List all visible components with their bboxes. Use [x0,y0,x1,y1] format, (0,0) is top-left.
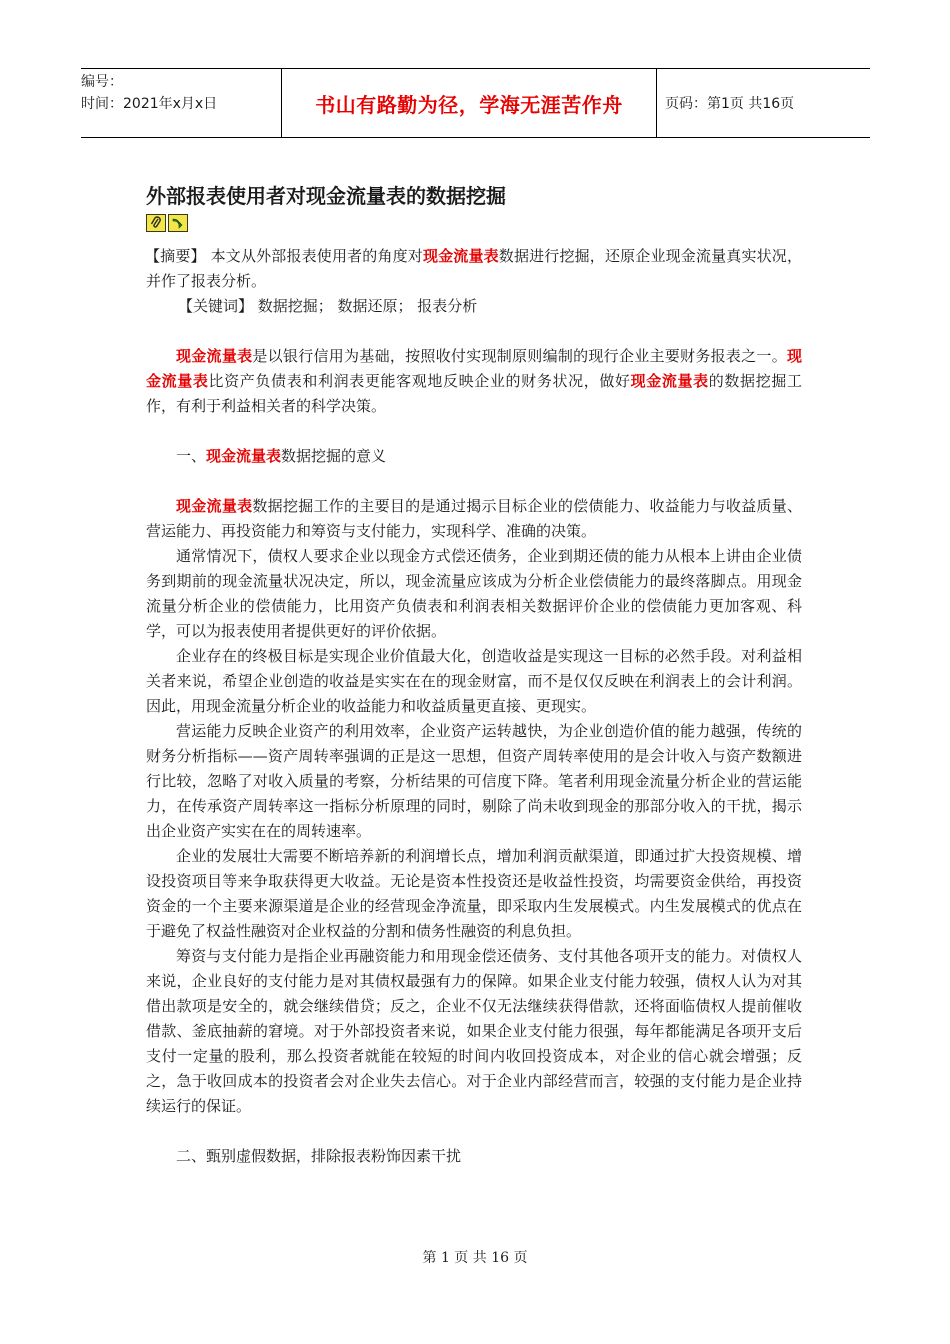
abstract-text-pre: 本文从外部报表使用者的角度对 [205,247,423,265]
intro-text-1: 是以银行信用为基础，按照收付实现制原则编制的现行企业主要财务报表之一。 [252,347,787,365]
paperclip-icon[interactable] [146,214,166,232]
time-label: 时间：2021年x月x日 [81,96,218,112]
spacer [146,1119,802,1144]
article-body [146,244,802,1169]
spacer [146,469,802,494]
arrow-icon[interactable] [168,214,188,232]
page-header [81,68,870,138]
document-title: 外部报表使用者对现金流量表的数据挖掘 [146,184,506,208]
purpose-text: 数据挖掘工作的主要目的是通过揭示目标企业的偿债能力、收益能力与收益质量、营运能力、再投资能力和筹资与支付能力，实现科学、准确的决策。 [146,497,802,540]
abstract-text-post: 数据进行挖掘，还原企业现金流量真实状况，并作了报表分析。 [146,247,802,290]
icon-bar [146,214,188,232]
section-heading-1 [146,444,802,469]
paragraph-solvency: 通常情况下，债权人要求企业以现金方式偿还债务，企业到期还债的能力从根本上讲由企业债务到期前的现金流量状况决定，所以，现金流量应该成为分析企业偿债能力的最终落脚点。用现金流量分析企业的偿债能力，比用资产负债表和利润表相关数据评价企业的偿债能力更加客观、科学，可以为报表使用者提供更好的评价依据。 [146,547,802,640]
intro-text-2: 比资产负债表和利润表更能客观地反映企业的财务状况，做好 [208,372,631,390]
paragraph-operations: 营运能力反映企业资产的利用效率，企业资产运转越快，为企业创造价值的能力越强，传统的财务分析指标——资产周转率强调的正是这一思想，但资产周转率使用的是会计收入与资产数额进行比较，忽略了对收入质量的考察，分析结果的可信度下降。笔者利用现金流量分析企业的营运能力，在传承资产周转率这一指标分析原理的同时，剔除了尚未收到现金的那部分收入的干扰，揭示出企业资产实实在在的周转速率。 [146,722,802,840]
purpose-paragraph [146,494,802,544]
header-motto: 书山有路勤为径，学海无涯苦作舟 [281,69,657,137]
paragraph-financing: 筹资与支付能力是指企业再融资能力和用现金偿还债务、支付其他各项开支的能力。对债权人来说，企业良好的支付能力是对其债权最强有力的保障。如果企业支付能力较强，债权人认为对其借出款项是安全的，就会继续借贷；反之，企业不仅无法继续获得借款，还将面临债权人提前催收借款、釜底抽薪的窘境。对于外部投资者来说，如果企业支付能力很强，每年都能满足各项开支后支付一定量的股利，那么投资者就能在较短的时间内收回投资成本，对企业的信心就会增强；反之，急于收回成本的投资者会对企业失去信心。对于企业内部经营而言，较强的支付能力是企业持续运行的保证。 [146,947,802,1115]
abstract-label: 【摘要】 [145,247,206,265]
number-label: 编号： [81,74,123,90]
term-3: 现金流量表 [630,372,709,390]
page-footer: 第 1 页 共 16 页 [422,1250,528,1266]
keywords: 【关键词】 数据挖掘； 数据还原； 报表分析 [178,297,478,315]
section1-prefix: 一、 [176,447,207,465]
section1-term: 现金流量表 [206,447,282,465]
section-heading-2: 二、甄别虚假数据，排除报表粉饰因素干扰 [176,1147,462,1165]
paragraph-earnings: 企业存在的终极目标是实现企业价值最大化，创造收益是实现这一目标的必然手段。对利益相关者来说，希望企业创造的收益是实实在在的现金财富，而不是仅仅反映在利润表上的会计利润。因此，用现金流量分析企业的收益能力和收益质量更直接、更现实。 [146,647,802,715]
header-left [81,69,281,139]
abstract [146,244,802,294]
section1-suffix: 数据挖掘的意义 [281,447,387,465]
term-1: 现金流量表 [176,347,253,365]
purpose-term: 现金流量表 [176,497,253,515]
intro-text-3: 的数据挖掘工作，有利于利益相关者的科学决策。 [146,372,802,415]
term-2: 现金流量表 [146,347,802,390]
spacer [146,419,802,444]
spacer [146,319,802,344]
paragraph-reinvestment: 企业的发展壮大需要不断培养新的利润增长点，增加利润贡献渠道，即通过扩大投资规模、增设投资项目等来争取获得更大收益。无论是资本性投资还是收益性投资，均需要资金供给，再投资资金的一个主要来源渠道是企业的经营现金净流量，即采取内生发展模式。内生发展模式的优点在于避免了权益性融资对企业权益的分割和债务性融资的利息负担。 [146,847,802,940]
abstract-term: 现金流量表 [422,247,499,265]
header-page-info: 页码：第1页 共16页 [665,96,795,112]
intro-paragraph [146,344,802,419]
